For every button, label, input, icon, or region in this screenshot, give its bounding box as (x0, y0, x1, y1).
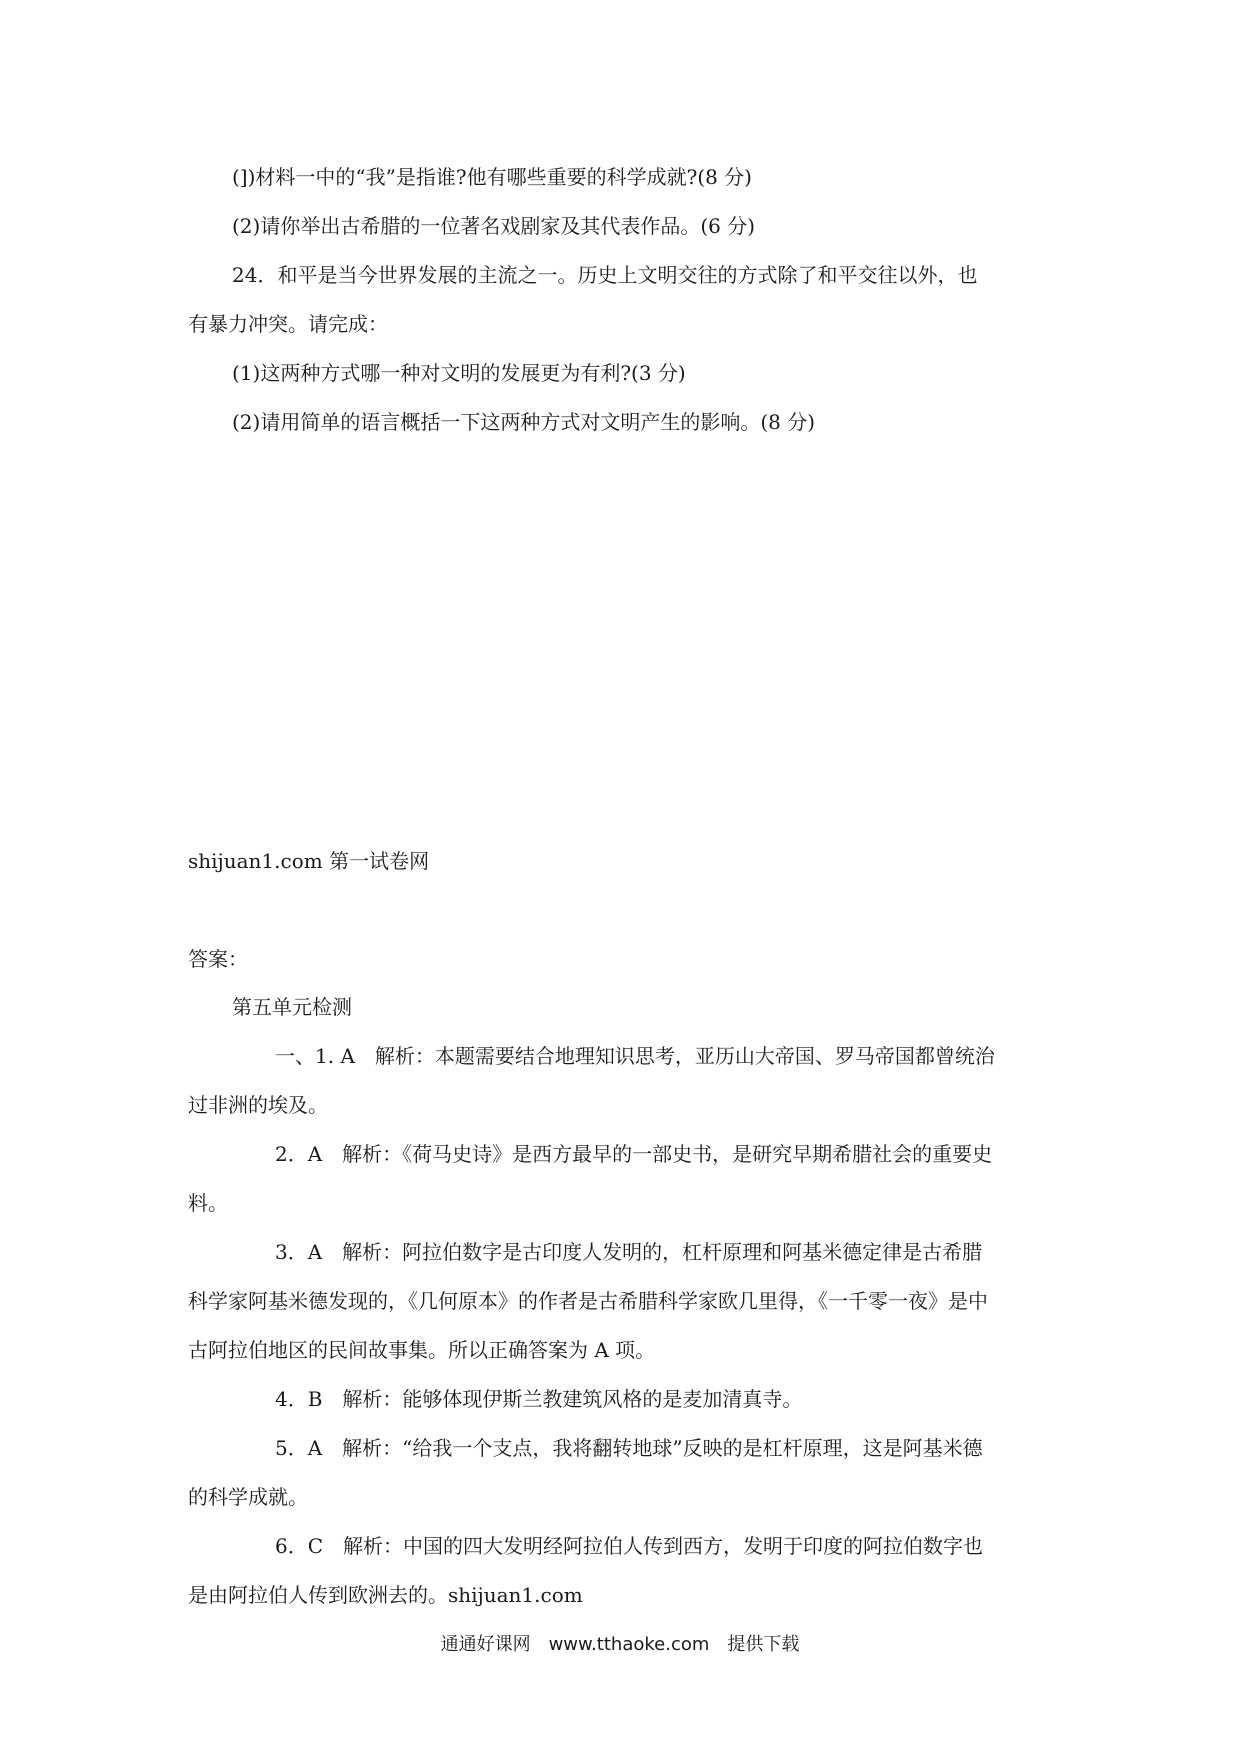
answers-heading: 答案： (188, 947, 248, 971)
answer-2-line-2: 料。 (188, 1191, 228, 1215)
question-23-part-2: (2)请你举出古希腊的一位著名戏剧家及其代表作品。(6 分) (232, 214, 756, 238)
question-24-part-2: (2)请用简单的语言概括一下这两种方式对文明产生的影响。(8 分) (232, 410, 816, 434)
answer-1-line-2: 过非洲的埃及。 (188, 1093, 328, 1117)
answer-5-line-2: 的科学成就。 (188, 1485, 308, 1509)
answer-3-line-2: 科学家阿基米德发现的，《几何原本》的作者是古希腊科学家欧几里得，《一千零一夜》是中 (188, 1289, 988, 1313)
site-label: shijuan1.com 第一试卷网 (188, 849, 430, 873)
answer-3-line-1: 3．A 解析：阿拉伯数字是古印度人发明的，杠杆原理和阿基米德定律是古希腊 (275, 1240, 983, 1264)
question-24-part-1: (1)这两种方式哪一种对文明的发展更为有利?(3 分) (232, 361, 686, 385)
answer-3-line-3: 古阿拉伯地区的民间故事集。所以正确答案为 A 项。 (188, 1338, 656, 1362)
answer-6-line-1: 6．C 解析：中国的四大发明经阿拉伯人传到西方，发明于印度的阿拉伯数字也 (275, 1534, 984, 1558)
answer-6-line-2: 是由阿拉伯人传到欧洲去的。shijuan1.com (188, 1583, 583, 1607)
answer-1-line-1: 一、1. A 解析：本题需要结合地理知识思考，亚历山大帝国、罗马帝国都曾统治 (275, 1044, 995, 1068)
question-23-part-1: (])材料一中的“我”是指谁?他有哪些重要的科学成就?(8 分) (232, 165, 752, 189)
answer-5-line-1: 5．A 解析：“给我一个支点，我将翻转地球”反映的是杠杆原理，这是阿基米德 (275, 1436, 983, 1460)
answer-4-line-1: 4．B 解析：能够体现伊斯兰教建筑风格的是麦加清真寺。 (275, 1387, 803, 1411)
question-24-line-2: 有暴力冲突。请完成： (188, 312, 388, 336)
page-footer: 通通好课网 www.tthaoke.com 提供下载 (440, 1634, 800, 1655)
answer-2-line-1: 2．A 解析：《荷马史诗》是西方最早的一部史书，是研究早期希腊社会的重要史 (275, 1142, 993, 1166)
question-24-line-1: 24．和平是当今世界发展的主流之一。历史上文明交往的方式除了和平交往以外，也 (232, 263, 978, 287)
unit-title: 第五单元检测 (232, 995, 352, 1019)
